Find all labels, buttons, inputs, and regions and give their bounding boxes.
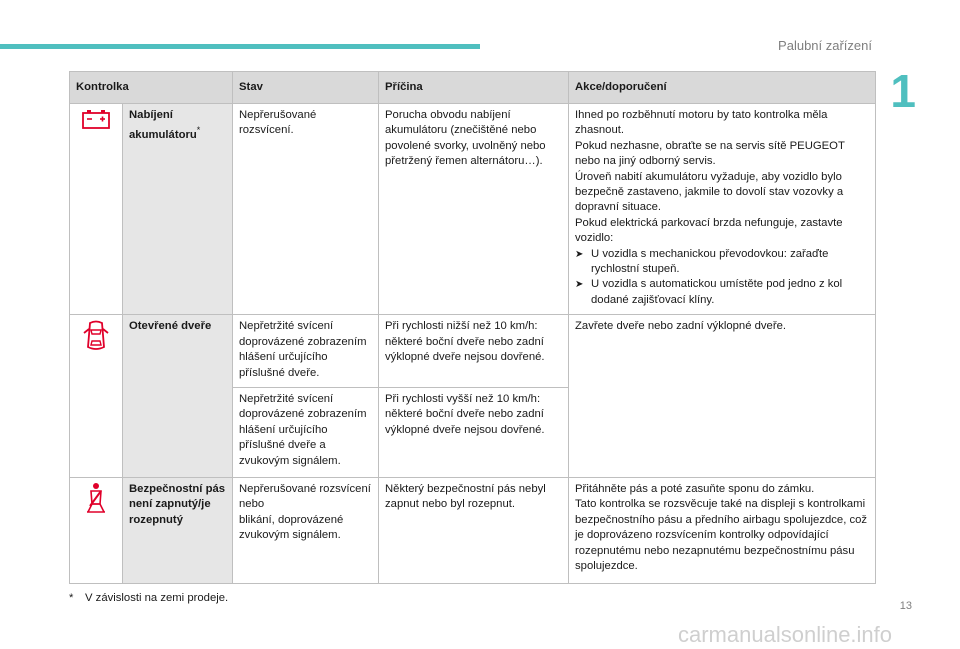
cause-cell: Při rychlosti nižší než 10 km/h: některé boční dveře nebo zadní výklopné dveře nejsou dovřené. xyxy=(379,315,569,388)
footnote: * V závislosti na zemi prodeje. xyxy=(69,592,229,604)
table-row xyxy=(70,477,876,583)
warning-lights-table xyxy=(69,71,876,584)
cause-cell: Při rychlosti vyšší než 10 km/h: některé boční dveře nebo zadní výklopné dveře nejsou dovřené. xyxy=(379,387,569,477)
action-line: Úroveň nabití akumulátoru vyžaduje, aby vozidlo bylo bezpečně zastaveno, jakmile to dovolí stav vozovky a dopravní situace. xyxy=(575,170,844,214)
section-title: Palubní zařízení xyxy=(778,38,872,53)
bullet-arrow-icon: ➤ xyxy=(575,279,584,291)
table-row xyxy=(70,315,876,388)
watermark: carmanualsonline.info xyxy=(678,622,893,647)
indicator-name: Bezpečnostní pás není zapnutý/je rozepnutý xyxy=(123,477,233,583)
action-cell: Zavřete dveře nebo zadní výklopné dveře. xyxy=(569,315,876,478)
state-cell: Nepřetržité svícení doprovázené zobrazením hlášení určujícího příslušné dveře. xyxy=(233,315,379,388)
column-header: Akce/doporučení xyxy=(569,72,876,104)
table-row xyxy=(70,104,876,315)
action-cell: Přitáhněte pás a poté zasuňte sponu do zámku. Tato kontrolka se rozsvěcuje také na displeji s kontrolkami bezpečnostního pásu a předního airbagu spolujezdce, což je doprovázeno rozsvícením kontrolky odpovídající rozepnutému nebo nezapnutému bezpečnostnímu pásu spolujezdce. xyxy=(569,477,876,583)
action-cell xyxy=(569,104,876,315)
bullet-item: ➤ U vozidla s automatickou umístěte pod jedno z kol dodané zajišťovací klíny. xyxy=(575,277,869,308)
column-header: Stav xyxy=(233,72,379,104)
page-number: 13 xyxy=(899,600,912,612)
icon-cell xyxy=(70,104,123,315)
column-header: Kontrolka xyxy=(70,72,233,104)
header-rule xyxy=(0,44,480,49)
icon-cell xyxy=(70,315,123,478)
chapter-number: 1 xyxy=(890,65,916,117)
indicator-name: Otevřené dveře xyxy=(123,315,233,478)
state-cell: Nepřerušované rozsvícení nebo blikání, doprovázené zvukovým signálem. xyxy=(233,477,379,583)
battery-icon xyxy=(81,121,111,133)
car-door-open-icon xyxy=(83,344,109,356)
icon-cell xyxy=(70,477,123,583)
bullet-arrow-icon: ➤ xyxy=(575,248,584,260)
cause-cell: Některý bezpečnostní pás nebyl zapnut nebo byl rozepnut. xyxy=(379,477,569,583)
action-line: Pokud elektrická parkovací brzda nefunguje, zastavte vozidlo: xyxy=(575,216,843,245)
state-cell: Nepřerušované rozsvícení. xyxy=(233,104,379,315)
bullet-item: ➤ U vozidla s mechanickou převodovkou: zařaďte rychlostní stupeň. xyxy=(575,247,869,278)
action-line: Pokud nezhasne, obraťte se na servis sítě PEUGEOT nebo na jiný odborný servis. xyxy=(575,139,845,168)
indicator-name: Nabíjení akumulátoru* xyxy=(123,104,233,315)
action-line: Ihned po rozběhnutí motoru by tato kontrolka měla zhasnout. xyxy=(575,109,828,137)
state-cell: Nepřetržité svícení doprovázené zobrazením hlášení určujícího příslušné dveře a zvukovým signálem. xyxy=(233,387,379,477)
seatbelt-icon xyxy=(84,505,108,517)
column-header: Příčina xyxy=(379,72,569,104)
table-header-row xyxy=(70,72,876,104)
cause-cell: Porucha obvodu nabíjení akumulátoru (znečištěné nebo povolené svorky, uvolněný nebo přetržený řemen alternátoru…). xyxy=(379,104,569,315)
